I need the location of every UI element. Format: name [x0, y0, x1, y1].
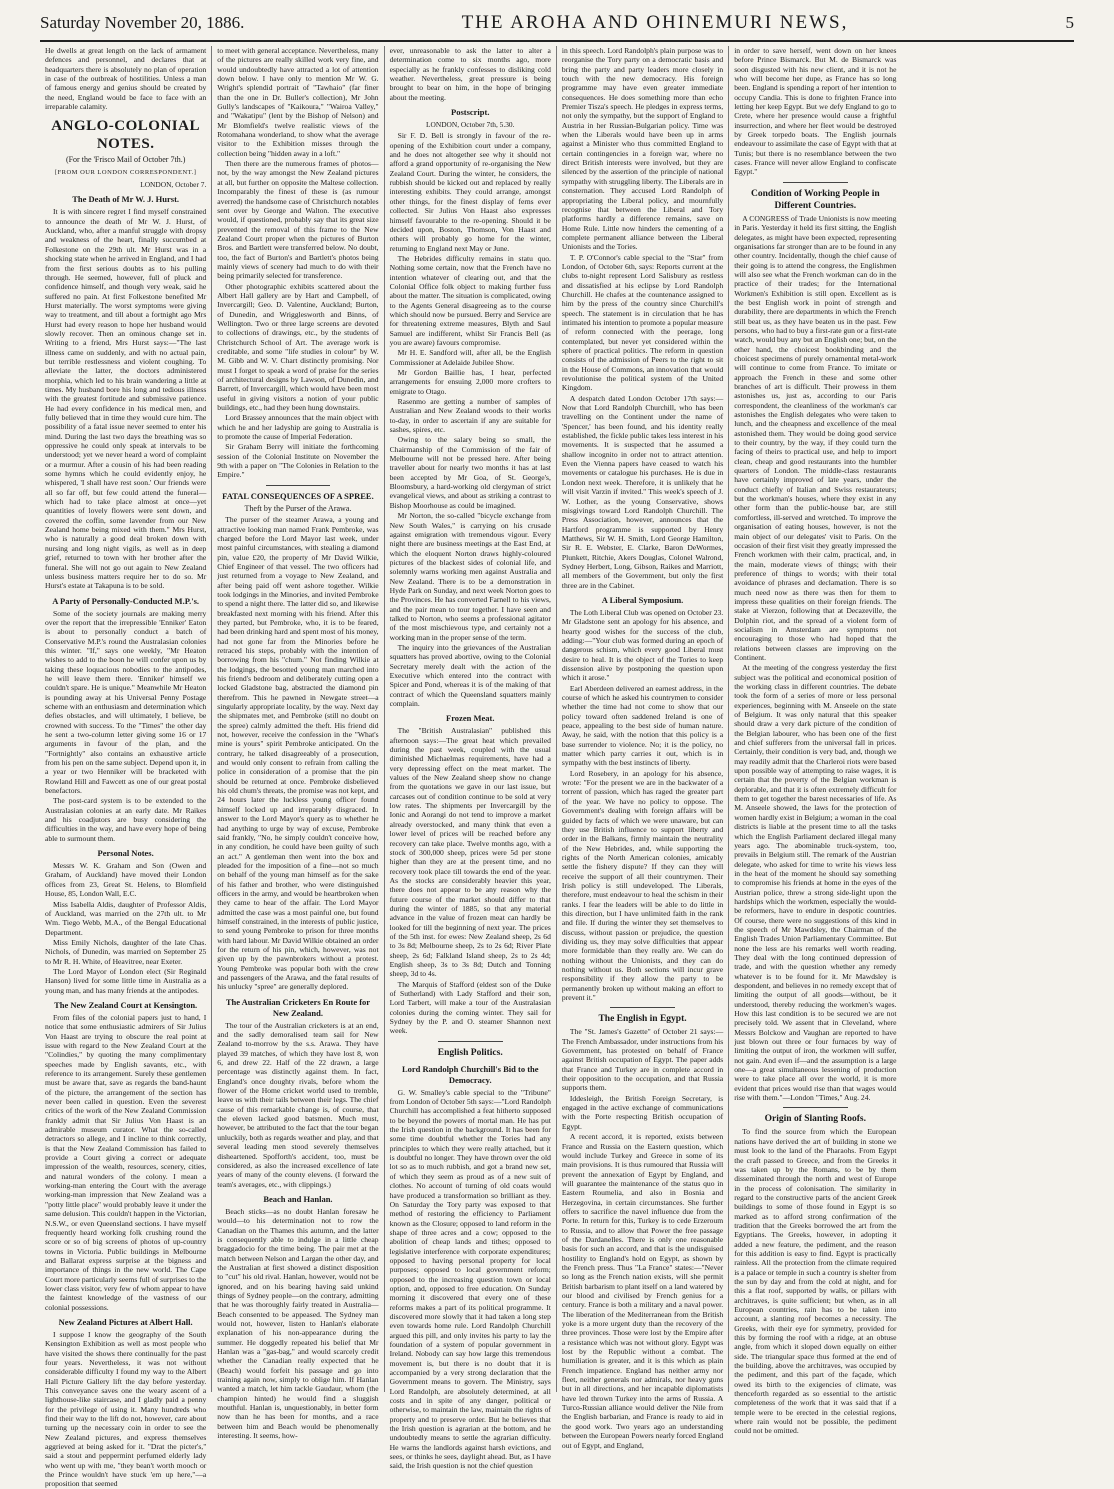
divider: [783, 182, 848, 183]
article-paragraph: Then there are the numerous frames of photos—not, by the way amongst the New Zealand pictures at all, but further on opposite the Maltese collection. Incomparably the finest of these is (as rumour averred) the handsome case of Christchurch notables sent over by George and Walton. The executive would, if questioned, probably say that its great size prevented the removal of this frame to the New Zealand Court proper when the pictures of Burton Bros. and Bartlett were transferred below. No doubt, too, the fact of Burton's and Bartlett's photos being mainly views of scenery had much to do with their being primarily selected for transference.: [217, 159, 379, 281]
byline: [FROM OUR LONDON CORRESPONDENT.]: [54, 168, 197, 176]
article-paragraph: I suppose I know the geography of the South Kensington Exhibition as well as most people who have visited the shows there continually for the past four years. Nevertheless, it was not without considerable difficulty I found my way to the Albert Hall Picture Gallery lift the day before yesterday. This conveyance saves one the weary ascent of a lighthouse-like staircase, and I gladly paid a penny for the privilege of using it. Many hundreds who find their way to the lift do not, however, care about turning up the necessary coin in order to see the New Zealand pictures, and express themselves aggrieved at being asked for it. "Drat the picter's," said a stout and peppermint perfumed elderly lady who went up with me, "they bean't worth mooch or the Prince wouldn't have stuck 'em up here,"—a proposition that seemed: [45, 1329, 207, 1489]
article-paragraph: in order to save herself, went down on her knees before Prince Bismarck. But M. de Bismarck was soon disgusted with his new client, and it is not he who will become her dupe, as France has so long been. England is spending a report of her intention to occupy Candia. This is done to frighten France into letting her keep Egypt. But we defy England to go to Crete, where her presence would cause a frightful insurrection, and where her fleet would be destroyed by Greek torpedo boats. The English journals endeavour to assimilate the case of Egypt with that at Tunis; but there is no resemblance between the two cases. France will never allow England to confiscate Egypt.": [734, 46, 897, 177]
article-paragraph: Other photographic exhibits scattered about the Albert Hall gallery are by Hart and Campbell, of Invercargill; Geo. D. Valentine, Auckland; Burton, of Dunedin, and Wrigglesworth and Binns, of Wellington. Two or three large screens are devoted to collections of drawings, etc., by the students of Christchurch School of Art. The average work is creditable, and some "life studies in colour" by W. M. Gibb and W. V. Chart distinctly promising. Nor must I forget to speak a word of praise for the series of architectural designs by Lawson, of Dunedin, and Barrett, of Invercargill, which would have been most useful in giving visitors a notion of your public buildings, etc., had they been hung downstairs.: [217, 281, 379, 413]
article-paragraph: A despatch dated London October 17th says:—Now that Lord Randolph Churchill, who has been travelling on the Continent under the name of 'Spencer,' has been found, and his identity really established, the fickle public takes less interest in his movements. It is suspected that he assumed a shallow incognito in order not to attract attention. Even the Vienna papers have ceased to watch his movements or catalogue his purchases. He is due in London next week. Therefore, it is unlikely that he will visit Varzin if invited." This week's speech of J. W. Lother, as the young Conservative, shows misgivings toward Lord Randolph Churchill. The Press Association, however, announces that the Hartford programme is supported by Henry Matthews, Sir W. H. Smith, Lord George Hamilton, Sir R. E. Webster, E. Clarke, Baron DeWormes, Plunkett, Ritchie, Akers Douglas, Colonel Walrond, Sydney Herbert, Long, Gibson, Raikes and Marriott, all members of the Government, but only the first three are in the Cabinet.: [561, 393, 724, 590]
article-paragraph: Sir F. D. Bell is strongly in favour of the re-opening of the Exhibition court under a company, and he does not altogether see why it should not afford a grand opportunity of re-organising the New Zealand Court. During the winter, he considers, the rubbish should be kicked out and replaced by really interesting exhibits. They could arrange, amongst other things, for the finest display of ferns ever collected. Sir Julius Von Haast also expresses himself favourable to the re-opening. Should it be decided upon, Boston, Thomson, Von Haast and others will probably go home for the winter, returning to England next May or June.: [389, 131, 551, 253]
column-2: [212, 46, 384, 1441]
page-number: 5: [1065, 13, 1074, 32]
article-paragraph: It is with sincere regret I find myself constrained to announce the death of Mr W. J. Hurst, of Auckland, who, after a manful struggle with dropsy and weakness of the heart, finally succumbed at Folkestone on the 29th ult. Mr Hurst was in a shocking state when he arrived in England, and I had from the first serious doubts as to his pulling through. He seemed, however, full of pluck and confidence himself, and though very weak, said he suffered no pain. At first Folkestone benefited Mr Hurst materially. The worst symptoms were giving way to treatment, and till about a fortnight ago Mrs Hurst had every reason to hope her husband would slowly recover. Then an ominous change set in. Writing to a friend, Mrs Hurst says:—"The last illness came on suddenly, and with no actual pain, but terrible restlessness and violent coughing. To alleviate the latter, the doctors administered morphia, which led to his brain wandering a little at times. My husband bore his long and tedious illness with the greatest fortitude and submissive patience. He had every confidence in his medical men, and fully believed that in time they would cure him. The possibility of a fatal issue never seemed to enter his mind. During the last two days the breathing was so oppressive he could only speak at intervals to be understood; yet we never heard a word of complaint or a murmur. After a cousin of his had been reading some hymns which he could evidently enjoy, he whispered, 'I shall have rest soon.' Our friends were all so far off, but few could attend the funeral—which had to take place almost at once—yet quantities of lovely flowers were sent down, and covered the coffin, some lavender from our New Zealand home being mixed with them." Mrs Hurst, who is naturally a good deal broken down with nursing and long night vigils, as well as in deep grief, returned to town with her brother after the funeral. She will not go out again to New Zealand unless business matters require her to do so. Mr Hurst's estate at Takapuna is to be sold.: [45, 207, 207, 591]
divider: [783, 1107, 848, 1108]
article-paragraph: From files of the colonial papers just to hand, I notice that some enthusiastic admirers of Sir Julius Von Haast are trying to obscure the real point at issue with regard to the New Zealand Court at the "Colindies," by quoting the many complimentary speeches made by English savants, etc., with reference to its arrangement. Surely these gentlemen must be aware that, save as regards the band-haunt of the picture, the arrangement of the section has never been called in question. Even the severest critics of the work of the New Zealand Commission frankly admit that Sir Julius Von Haast is an admirable museum curator. What the so-called detractors so allege, and I incline to think correctly, is that the New Zealand Commission has failed to provide a Court giving a correct or adequate impression of the wealth, resources, scenery, cities, and natural wonders of the colony. I mean a working-man entering the Court with the average working-man impression that New Zealand was a "potty little place" would probably leave it under the same delusion. This couldn't happen in the Victorian, N.S.W., or even Queensland sections. I have myself frequently heard working folk crushing round the score or so of big screens of photos of up-country towns in Victoria. Public buildings in Melbourne and Ballarat express surprise at the bigness and importance of things in the new world. The Cape Court more particularly seems full of surprises to the lower class visitor, very few of whom appear to have the faintest knowledge of the vastness of our colonial possessions.: [45, 1012, 207, 1312]
article-paragraph: Mr Gordon Baillie has, I hear, perfected arrangements for ensuing 2,000 more crofters to emigrate to Otago.: [389, 368, 551, 396]
article-paragraph: Rasenmo are getting a number of samples of Australian and New Zealand woods to their works to-day, in order to ascertain if any are suitable for sashes, spires, etc.: [389, 397, 551, 435]
article-subtitle: Theft by the Purser of the Arawa.: [244, 503, 352, 513]
article-title: English Politics.: [437, 1047, 503, 1058]
article-paragraph: Sir Graham Berry will initiate the forthcoming session of the Colonial Institute on November the 9th with a paper on "The Colonies in Relation to the Empire.": [217, 442, 379, 480]
article-paragraph: in this speech. Lord Randolph's plain purpose was to reorganise the Tory party on a democratic basis and bring the party and party leaders more closely in touch with the new democracy. His foreign programme may have even greater immediate consequences. He does something more than echo Premier Tisza's speech. He pledges in express terms, not only the sympathy, but the support of England to Austria in her Russian-Bulgarian policy. Time was when the Liberals would have been up in arms against a Minister who thus committed England to certain contingencies in a foreign war, where no direct British interests were involved, but they are silenced by the assertion of the principle of national sympathy with struggling liberty. The Liberals are in consternation. They accused Lord Randolph of appropriating the Liberal policy, and mournfully recognise that between the Liberal and Tory platforms hardly a difference remains, save on Home Rule. Little now hinders the cementing of a complete permanent alliance between the Liberal Unionists and the Tories.: [561, 46, 724, 252]
article-title: The New Zealand Court at Kensington.: [54, 999, 198, 1010]
article-title: The Death of Mr W. J. Hurst.: [72, 194, 180, 205]
article-paragraph: The Hebrides difficulty remains in statu quo. Nothing some certain, now that the French have no intention whatever of clearing out, and that the Colonial Office folk object to making further fuss about the matter. The situation is complicated, owing to the Agents General disagreeing as to the course which should now be pursued. Berry and Service are for threatening extreme measures, Blyth and Saul Samuel are indifferent, whilst Sir Francis Bell (as you are aware) favours compromise.: [389, 253, 551, 347]
newspaper-columns: [40, 46, 1074, 1489]
article-title: Postscript.: [451, 107, 490, 118]
article-title: FATAL CONSEQUENCES OF A SPREE.: [222, 490, 374, 501]
article-title: The Australian Cricketers En Route for New Zealand.: [225, 996, 371, 1018]
article-paragraph: The tour of the Australian cricketers is at an end, and the sadly demoralised team sail for New Zealand to-morrow by the s.s. Arawa. They have played 39 matches, of which they have lost 8, won 6, and drew 22. Half of the 22 drawn, a large percentage was distinctly against them. In fact, England's once doughty rivals, before whom the flower of the Home cricket world used to tremble, leave us with their tails between their legs. The chief cause of this remarkable change is, of course, that the eleven lacked good batsmen. Much must, however, be attributed to the fact that the tour began unluckily, both as regards weather and play, and that several leading men stood severely themselves disheartened. Spofforth's accident, too, must be considered, as also the increased excellence of late years of many of the county elevens. (I forward the team's averages, etc., with clippings.): [217, 1020, 379, 1189]
article-paragraph: The Lord Mayor of London elect (Sir Reginald Hanson) lived for some little time in Australia as a young man, and has many friends at the antipodes.: [45, 966, 207, 995]
article-paragraph: The post-card system is to be extended to the Australasian colonies at an early date. Mr Raikes and his coadjutors are busy considering the difficulties in the way, and have every hope of being able to surmount them.: [45, 796, 207, 843]
article-paragraph: T. P. O'Connor's cable special to the "Star" from London, of October 6th, says: Reports current at the clubs to-night represent Lord Salisbury as restless and dissatisfied at his eclipse by Lord Randolph Churchill. He chafes at the countenance assigned to him by the press of the country since Churchill's speech. The statement is in circulation that he has intimated his intention to promote a popular measure of reform connected with the peerage, long contemplated, but never yet considered within the sphere of practical politics. The reform in question consists of the admission of Peers to the right to sit in the House of Commons, an innovation that would revolutionise the political system of the United Kingdom.: [561, 252, 724, 393]
article-paragraph: Some of the society journals are making merry over the report that the irrepressible 'Enniker' Eaton is about to personally conduct a batch of Conservative M.P.'s round the Australasian colonies this winter. "If," says one weekly, "Mr Heaton wishes to add to the boon he will confer upon us by taking these loquacious nobodies to the antipodes, he will leave them there. 'Enniker' himself we couldn't spare. He is unique." Meanwhile Mr Heaton is pounding away at his Universal Penny Postage scheme with an enthusiasm and determination which defies obstacles, and will ultimately, I believe, be crowned with success. To the "Times" the other day he sent a two-column letter giving some 16 or 17 arguments in favour of the plan, and the "Fortnightly" also contains an exhaustive article from his pen on the same subject. Depend upon it, in a year or two Henniker will be bracketed with Rowland Hill and Fawcett as one of our great postal benefactors.: [45, 608, 207, 796]
article-title: A Party of Personally-Conducted M.P.'s.: [52, 595, 200, 606]
column-3: [385, 46, 557, 1471]
article-paragraph: At the meeting of the congress yesterday the first subject was the political and economical position of the working class in different countries. The debate took the form of a series of more or less personal experiences, beginning with M. Anseele on the state of Belgium. It was only natural that this speaker should draw a very dark picture of the condition of the Belgian labourer, who has been one of the first and chief sufferers from the universal fall in prices. Certainly, their condition is very bad, and, though we may readily admit that the Charleroi riots were based upon possible way of attempting to raise wages, it is certain that the poverty of the Belgian workman is deplorable, and that it is often extremely difficult for them to get together the barest necessaries of life. As M. Anseele showed, the laws for the protection of women hardly exist in Belgium; a woman in the coal districts is liable at the present time to all the tasks which the English Parliament declared illegal many years ago. The abominable truck-system, too, prevails in Belgium still. The remark of the Austrian delegate, who asked for time to write his views less in the heat of the moment he should say something to compromise his friends at home in the eyes of the Austrian police, threw a strong side-light upon the hardships which the workmen, especially the would-be reformers, have to endure in despotic countries. Of course, there were no suggestions of this kind in the speech of Mr Mawdsley, the Chairman of the English Trades Union Parliamentary Committee. But none the less are his remarks well worth reading. They deal with the long continued depression of trade, and with the question whether any remedy whatever is to be found for it. Mr Mawdsley is despondent, and believes in no remedy except that of limiting the output of all goods—without, be it understood, thereby reducing the workmen's wages. How this last condition is to be secured we are not precisely told. We assent that in Cleveland, where Messrs Bolckow and Vaughan are reported to have just blown out three or four furnaces by way of limiting the output of iron, the workmen will suffer, not gain. And even if—and the assumption is a large one—a great simultaneous lessening of production were to take place all over the world, it is more evident that prices would rise than that wages would rise with them."—London "Times," Aug. 24.: [734, 663, 897, 1103]
article-paragraph: Beach sticks—as no doubt Hanlan foresaw he would—to his determination not to row the Canadian on the Thames this autumn, and the latter is consequently able to indulge in a little cheap braggadocio for the time being. The pair met at the match between Nelson and Largan the other day, and the Australian at first showed a distinct disposition to "cut" his old rival. Hanlan, however, would not be ignored, and on his bearing having said unkind things of Sydney people—on the contrary, admitting that he was thoroughly fairly treated in Australia—Beach consented to be appeased. The Sydney man would not, however, listen to Hanlan's elaborate explanation of his non-appearance during the summer. He doggedly repeated his belief that Mr Hanlan was a "gas-bag," and would scarcely credit whether the Canadian really expected that he (Beach) would forfeit his passage and go into training again now, simply to oblige him. If Hanlan wanted a match, let him tackle Gaudaur, whom (the champion hinted) he would find a sluggish mouthful. Hanlan is, unquestionably, in better form now than he has been for months, and a race between him and Beach would be phenomenally interesting. It seems, how-: [217, 1206, 379, 1441]
dateline: LONDON, October 7.: [140, 180, 207, 190]
article-paragraph: He dwells at great length on the lack of armament defences and personnel, and declares that at headquarters there is absolutely no plan of operation in case of the outbreak of hostilities. Unless a man of famous energy and genius should be created by the need, England would be face to face with an irreparable calamity.: [45, 46, 207, 112]
dateline: LONDON, October 7th, 5.30.: [426, 120, 515, 130]
article-paragraph: Iddesleigh, the British Foreign Secretary, is engaged in the active exchange of communications with the Porte respecting British occupation of Egypt.: [561, 1093, 724, 1131]
article-paragraph: The "St. James's Gazette" of October 21 says:—The French Ambassador, under instructions from his Government, has protested on behalf of France against British occupation of Egypt. The paper adds that France and Turkey are in complete accord in their opposition to the occupation, and that Russia supports them.: [561, 1027, 724, 1093]
article-title: Condition of Working People in Different Countries.: [751, 188, 880, 211]
article-paragraph: G. W. Smalley's cable special to the "Tribune" from London of October 5th says:—"Lord Randolph Churchill has accomplished a feat hitherto supposed to be beyond the powers of mortal man. He has put the Irish question in the background. It has been for some time doubtful whether the Tories had any principles to which they were really attached, but it is doubtful no longer. They have thrown over the old lot so as to much rubbish, and got a brand new set, of which they seem as proud as of a new suit of clothes. No account of turning of old coats would have produced a transformation so brilliant as they. On Saturday the Tory party was exposed to that method of restoring the efficiency to Parliament known as the Closure; opposed to land reform in the shape of three acres and a cow; opposed to the abolition of cheap lands and tithes; opposed to legislative interference with corporate expenditures; opposed to having personal property for local purposes; opposed to local government reform; opposed to the increasing question town or local option, and, opposed to free education. On Sunday morning it discovered that every one of these reforms makes a part of its political programme. It discovered more slowly that it had taken a long step even towards home rule. Lord Randolph Churchill argued this pill, and only invites his party to lay the foundation of a system of popular government in Ireland. Nobody can say how large this tremendous movement is, but there is no doubt that it is accompanied by a very strong declaration that the Government means to govern. The Ministry, says Lord Randolph, are absolutely determined, at all costs and in spite of any danger, political or otherwise, to maintain the law, maintain the rights of property and to preserve order. But he believes that the Irish question is agrarian at the bottom, and he undoubtedly means to settle the agrarian difficulty. He warns the landlords against harsh evictions, and sees, or thinks he sees, daylight ahead. But, as I have said, the Irish question is not the chief question: [389, 1087, 551, 1471]
article-paragraph: Messrs W. K. Graham and Son (Owen and Graham, of Auckland) have moved their London offices from 23, Great St. Helens, to Blomfield House, 85, London Wall, E.C.: [45, 861, 207, 899]
article-paragraph: Mr H. E. Sandford will, after all, be the English Commissioner at Adelaide Jubilee Show.: [389, 348, 551, 367]
divider: [266, 485, 331, 486]
article-paragraph: Earl Aberdeen delivered an earnest address, in the course of which he asked his countrymen to consider whether the time had not come to show that our policy toward often saddened Ireland is one of peace, appealing to the best side of human nature. Away, he said, with the notion that this policy is a base surrender to violence. No; it is the policy, no matter which party carries it out, which is in sympathy with the best instincts of liberty.: [561, 683, 724, 768]
article-paragraph: to meet with general acceptance. Nevertheless, many of the pictures are really skilled work very fine, and would undoubtedly have attracted a lot of attention down below. I have only to mention Mr W. G. Wright's splendid portrait of "Tawhaio" (far finer than the one in Dr. Buller's collection), Mr John Gully's landscapes of "Kaikoura," "Wairoa Valley," and "Wakatipu" (lent by the Bishop of Nelson) and Mr Blomfield's twelve realistic views of the Rotomahana wonderland, to show what the average visitor to the Exhibition misses through the collection being "hidden away in a loft.": [217, 46, 379, 158]
article-subtitle: Lord Randolph Churchill's Bid to the Democracy.: [401, 1063, 539, 1085]
newspaper-title: THE AROHA AND OHINEMURI NEWS,: [461, 12, 849, 33]
article-paragraph: Owing to the salary being so small, the Chairmanship of the Commission of the fair of Melbourne will not be pressed here. After being traveller about for nearly two months it has at last been accepted by Mr Goa, of St. George's, Bloomsbury, a hard-working old clergyman of strict evangelical views, and about as striking a contrast to Bishop Moorhouse as could be imagined.: [389, 435, 551, 510]
article-paragraph: Miss Emily Nichols, daughter of the late Chas. Nichols, of Dunedin, was married on September 25 to Mr R. H. White, of Heavitree, near Exeter.: [45, 937, 207, 966]
column-4: [557, 46, 729, 1450]
article-paragraph: A recent accord, it is reported, exists between France and Russia on the Eastern question, which would include Turkey and Greece in some of its main provisions. It is thus rumoured that Russia will prevent the annexation of Egypt by England, and will guarantee the maintenance of the status quo in Eastern Roumelia, and also in Bosnia and Herzegovina, in certain circumstances. She further offers to sacrifice the navel influence due from the Porte. In return for this, Turkey is to cede Erzeroum to Russia, and to allow that Power the free passage of the Dardanelles. There is only one reasonable basis for such an accord, and that is the undisguised hostility to England's hold on Egypt, as shown by the French press. Thus "La France" states:—"Never so long as the French nation exists, will she permit British barbarism to plant itself on a land watered by our blood and civilised by French genius for a century. France is both a military and a naval power. The liberation of the Mediterranean from the British yoke is a more urgent duty than the recovery of the three provinces. Those were lost by the Empire after a resistance which was not without glory. Egypt was lost by the Republic without a combat. The humiliation is greater, and it is this which as plain French impatience. England has neither army nor fleet, neither generals nor admirals, nor heavy guns but in all directions, and her incapable diplomatists have led thrown Turkey into the arms of Russia. A Turco-Russian alliance would deliver the Nile from the English barbarian, and France is ready to aid in the good work. Two years ago an understanding between the European Powers nearly forced England out of Egypt, and England,: [561, 1132, 724, 1450]
article-title: Beach and Hanlan.: [263, 1193, 333, 1204]
masthead: [40, 6, 1074, 42]
article-paragraph: A CONGRESS of Trade Unionists is now meeting in Paris. Yesterday it held its first sitting, the English delegates, as might have been expected, representing organisations far stronger than are to be found in any other country. Incidentally, though the chief cause of their going is to attend the congress, the Englishmen will also see what the French workman can do in the practice of their trades; for the International Workmen's Exhibition is still open. Excellent as is the best English work in point of strength and durability, there are departments in which the French still beat us, as they have beaten us in the past. Few persons, who had to buy a first-rate gun or a first-rate watch, would buy any but an English one; but, on the other hand, the choicest bookbinding and the choicest specimens of purely ornamental metal-work will continue to come from France. To imitate or approach the French in these and some other branches of art is difficult. Their prowess in them astonishes us, just as, according to our Paris correspondent, the cleanliness of the workman's car astonishes the English delegates who were taken to lunch, and the cheapness and excellence of the meal astonished them. They would be doing good service to their country, by the way, if they could turn the facing of theirs to practical use, and help to import clean, cheap and good restaurants into the humbler quarters of London. The middle-class restaurants have certainly improved of late years, under the conduct chiefly of Italian and Swiss restaurateurs; but the workman's houses, where they exist in any other form than the public-house bar, are still comfortless, ill-served and wretched. To improve the organisation of eating houses, however, is not the main object of our delegates' visit to Paris. On the occasion of their first visit they greatly impressed the French workmen with their calm, practical, and, in the main, moderate views of things; with their preference of things to words; with their total avoidance of phrases and declamation. There is so much need now as there was then for them to impress these qualities on their foreign friends. The stake at Vierzon, following that at Decazeville, the Dolphin riot, and the spread of a violent form of socialism in Amsterdam are symptoms not encouraging to those who had hoped that the relations between classes are improving on the Continent.: [734, 213, 897, 662]
article-paragraph: To find the source from which the European nations have derived the art of building in stone we must look to the land of the Pharaohs. From Egypt the craft passed to Greece, and from the Greeks it was taken up by the Romans, to be by them disseminated through the north and west of Europe in the process of colonisation. The similarity in regard to the constructive parts of the ancient Greek buildings to some of those found in Egypt is so marked as to afford strong confirmation of the tradition that the Greeks borrowed the art from the Egyptians. The Greeks, however, in adopting it added a new feature, the pediment, and the reason for this addition is easy to find. Egypt is practically rainless. All the protection from the climate required is a palace or temple in such a country is shelter from the sun by day and from the cold at night, and for this a flat roof, supported by walls, or pillars with architraves, is quite sufficient; but when, as in all European countries, rain has to be taken into account, a slanting roof becomes a necessity. The Greeks, with their eye for symmetry, provided for this by forming the roof with a ridge, at an obtuse angle, from which it sloped down equally on either side. The triangular space thus formed at the end of the building, above the architraves, was occupied by the pediment, and this part of the façade, which owed its birth to the exigencies of climate, was thenceforth regarded as so essential to the artistic completeness of the work that it was said that if a temple were to be erected in the celestial regions, where rain would not be possible, the pediment could not be omitted.: [734, 1127, 897, 1436]
article-title: Personal Notes.: [97, 848, 154, 859]
article-paragraph: The Marquis of Stafford (eldest son of the Duke of Sutherland) with Lady Stafford and their son, Lord Tarbert, will make a tour of the Australasian colonies during the coming winter. They sail for Sydney by the P. and O. steamer Shannon next week.: [389, 979, 551, 1036]
issue-date: Saturday November 20, 1886.: [40, 13, 245, 32]
article-title: Frozen Meat.: [446, 713, 495, 724]
article-paragraph: Mr Norton, the so-called "bicycle exchange from New South Wales," is carrying on his crusade against emigration with tremendous vigour. Every night there are business meetings at the East End, at which the eloquent Norton draws highly-coloured pictures of the blackest sides of colonial life, and solemnly warns working men against Australia and New Zealand. There is to be a demonstration in Hyde Park on Sunday, and next week Norton goes to the Provinces. He has converted Farnell to his views, and the pair mean to tour together. I have seen and talked to Norton, who seems a professional agitator of the most mischievous type, and certainly not a working man in the proper sense of the term.: [389, 511, 551, 642]
column-1: [40, 46, 212, 1489]
article-title: A Liberal Symposium.: [601, 594, 684, 605]
article-paragraph: ever, unreasonable to ask the latter to alter a determination come to six months ago, more especially as he frankly confesses to disliking cold weather. Nevertheless, great pressure is being brought to bear on him, in the hope of bringing about the meeting.: [389, 46, 551, 102]
article-paragraph: The "British Australasian" published this afternoon says:—The great heat which prevailed during the past week, coupled with the usual diminished Michaelmas requirements, have had a very depressing effect on the meat market. The values of the New Zealand sheep show no change from the quotations we gave in our last issue, but carcases out of condition continue to be sold at very low rates. The shipments per Invercargill by the Ionic and Aorangi do not tend to improve a market already overstocked, and many think that even a lower level of prices will be reached before any recovery can take place. Twelve months ago, with a stock of 300,000 sheep, prices were 5d per stone higher than they are at the present time, and no recovery took place till towards the end of the year. As the stocks are considerably heavier this year, there does not appear to be any reason why the future course of the market should differ to that during the winter of 1885, so that any material advance in the value of frozen meat can hardly be looked for till the beginning of next year. The prices of the 5th inst. for ewes: New Zealand sheep, 2s 6d to 3s 8d; Melbourne sheep, 2s to 2s 6d; River Plate sheep, 2s 6d; Falkland Island sheep, 2s to 2s 4d; English sheep, 3s to 3s 8d; Dutch and Tonning sheep, 3d to 4s.: [389, 726, 551, 979]
article-paragraph: The Loth Liberal Club was opened on October 23. Mr Gladstone sent an apology for his absence, and hearty good wishes for the success of the club, adding:—"Your club was formed during an epoch of dangerous schism, which every good Liberal must desire to heal. It is the object of the Tories to keep dissension alive by postponing the question upon which it arose.": [561, 607, 724, 683]
column-5: [729, 46, 901, 1436]
article-paragraph: Lord Brassey announces that the main object with which he and her ladyship are going to Australia is to promote the cause of Imperial Federation.: [217, 413, 379, 442]
article-paragraph: The purser of the steamer Arawa, a young and attractive looking man named Frank Pembroke, was charged before the Lord Mayor last week, under most painful circumstances, with stealing a diamond pin, value £20, the property of Mr David Wilkie, Chief Engineer of that vessel. The two officers had just returned from a voyage to New Zealand, and after being paid off went ashore together. Wilkie took lodgings in the Minories, and invited Pembroke to spend a night there. The latter did so, and likewise breakfasted next morning with his friend. After this they parted, but Pembroke, who, it is to be feared, had been drinking hard and spent most of his money, had not gone far from the Minories before he retraced his steps, probably with the intention of borrowing from his "chum." Not finding Wilkie at the lodgings, the besotted young man marched into his friend's bedroom and deliberately cutting open a locked Gladstone bag, abstracted the diamond pin therefrom. This he pawned in Newgate street—a singularly appropriate locality, by the way. Next day the shipmates met, and Pembroke (still no doubt on the spree) calmly admitted the theft. His friend did not, however, receive the confession in the "What's mine is yours" spirit Pembroke anticipated. On the contrary, he talked disagreeably of a prosecution, and would only consent to refrain from calling the police in consideration of a promise that the pin should be returned at once. Pembroke disbelieved his old chum's threats, the promise was not kept, and 24 hours later the luckless young officer found himself locked up and irreparably disgraced. In answer to the Lord Mayor's query as to whether he had anything to urge by way of excuse, Pembroke said frankly, "No, he simply couldn't conceive how, in any condition, he could have been guilty of such an act." A gentleman then went into the box and pleaded for the imposition of a fine—not so much on behalf of the young man himself as for the sake of his father and brother, who were distinguished officers in the army, and would be heartbroken when they came to hear of the affair. The Lord Mayor admitted the case was a most painful one, but found himself constrained, in the interests of public justice, to send young Pembroke to prison for three months with hard labour. Mr David Wilkie obtained an order for the return of his pin, which, however, was not given up by the pawnbrokers without a protest. Young Pembroke was popular both with the crew and passengers of the Arawa, and the fatal results of his unlucky "spree" are generally deplored.: [217, 515, 379, 992]
article-paragraph: The inquiry into the grievances of the Australian squatters has proved abortive, owing to the Colonial Secretary merely dealt with the action of the Executive which entered into the contract with Spicer and Pond, whereas it is of the making of that contract of which the Queensland squatters mainly complain.: [389, 642, 551, 709]
article-title: Origin of Slanting Roofs.: [764, 1114, 867, 1125]
article-paragraph: Lord Rosebery, in an apology for his absence, wrote: "For the present we are in the backwater of a torrent of passion, which has raged the greater part of the year. We have no policy to oppose. The Government's dealing with foreign affairs will be guided by facts of which we were unaware, but can they use British influence to support liberty and order in the Balkans, firmly maintain the neutrality of the New Hebrides, and, while supporting the rights of the North American colonies, amicably settle the fishery dispute? If they can they will receive the support of all their countrymen. Their Irish policy is still undeveloped. The Liberals, therefore, must endeavour to heal the schism in their ranks. I fear the leaders will be able to do little in this direction, but I have unlimited faith in the rank and file. If during the winter they set themselves to discuss, without passion or prejudice, the question dividing us, they may solve difficulties that appear more formidable than they really are. We can do nothing without the Unionists, and they can do nothing without us. Both sections will incur grave responsibility if they allow the party to be permanently broken up without making an effort to prevent it.": [561, 768, 724, 1003]
divider: [610, 1007, 675, 1008]
article-paragraph: Miss Isabella Aldis, daughter of Professor Aldis, of Auckland, was married on the 27th ult. to Mr Wm. Tiego Webb, M.A., of the Bengal Educational Department.: [45, 899, 207, 937]
section-heading: ANGLO-COLONIAL NOTES.: [51, 118, 200, 153]
section-subheading: (For the 'Frisco Mail of October 7th.): [65, 155, 186, 165]
article-title: The English in Egypt.: [598, 1014, 687, 1025]
divider: [438, 1041, 503, 1042]
article-title: New Zealand Pictures at Albert Hall.: [58, 1316, 193, 1327]
